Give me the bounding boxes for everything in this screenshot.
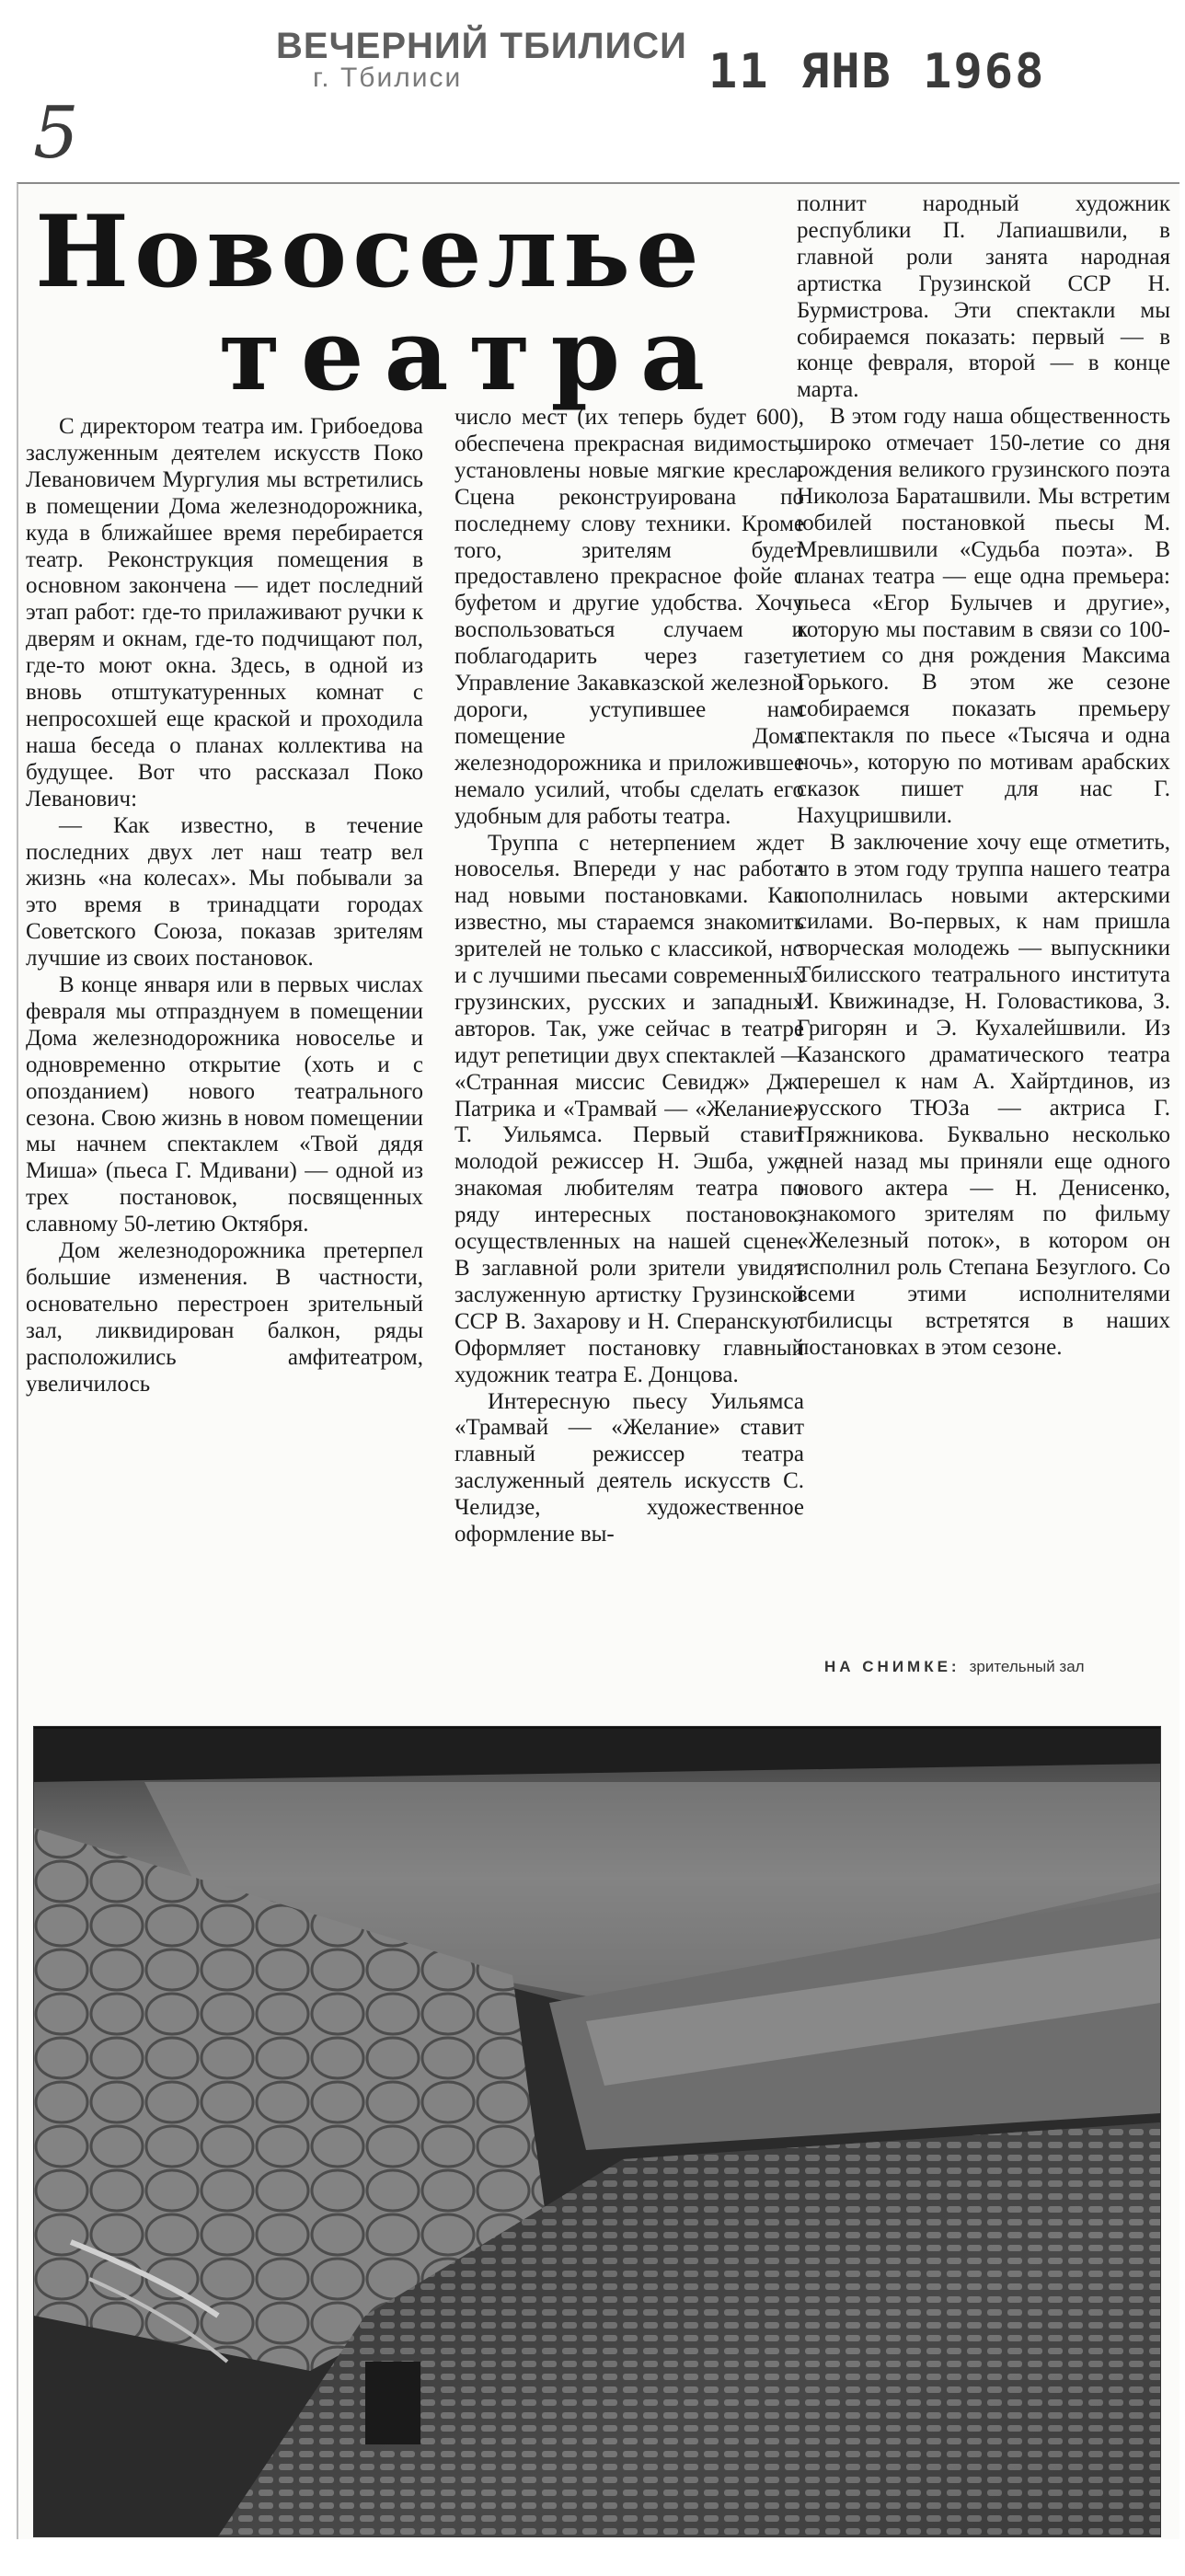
title-line-1: Новоселье (35, 194, 705, 310)
date-stamp: 11 ЯНВ 1968 (708, 44, 1046, 99)
newspaper-name-stamp: ВЕЧЕРНИЙ ТБИЛИСИ (276, 26, 687, 66)
caption-text: зрительный зал (969, 1658, 1085, 1675)
article-title (35, 194, 726, 414)
column-2-paragraph: Интересную пьесу Уильямса «Трамвай — «Желание» ставит главный режиссер театра заслуженный деятель искусств С. Челидзе, художественное оформление вы- (454, 1388, 804, 1547)
column-1-paragraph: С директором театра им. Грибоедова заслуженным деятелем искусств Поко Левановичем Мургулия мы встретились в помещении Дома железнодорожника, куда в ближайшее время перебирается театр. Реконструкция помещения в основном закончена — идет последний этап работ: где-то прилаживают ручки к дверям и окнам, где-то подчищают пол, где-то моют окна. Здесь, в одной из вновь отштукатуренных комнат с непросохшей еще краской и проходила наша беседа о планах коллектива на будущее. Вот что рассказал Поко Леванович: (26, 414, 423, 811)
column-1-paragraph: Дом железнодорожника претерпел большие изменения. В частности, основательно перестроен зрительный зал, ликвидирован балкон, ряды расположились амфитеатром, увеличилось (26, 1238, 423, 1397)
handwritten-number: 5 (33, 92, 79, 175)
article-column-1 (26, 414, 423, 1398)
photo-caption (824, 1656, 1174, 1678)
auditorium-photo (33, 1726, 1161, 2537)
column-3-paragraph: полнит народный художник республики П. Лапиашвили, в главной роли занята народная артистка Грузинской ССР Н. Бурмистрова. Эти спектакли мы собираемся показать: первый — в конце февраля, второй — в конце марта. (797, 191, 1170, 403)
auditorium-photo-drawing (34, 1727, 1160, 2536)
column-3-paragraph: В заключение хочу еще отметить, что в этом году труппа нашего театра пополнилась новыми актерскими силами. Во-первых, к нам пришла творческая молодежь — выпускники Тбилисского театрального института И. Квижинадзе, Н. Головастикова, З. Григорян и Э. Кухалейшвили. Из Казанского драматического театра перешел к нам А. Хайртдинов, из русского ТЮЗа — актриса Г. Пряжникова. Буквально несколько дней назад мы приняли еще одного нового актера — Н. Денисенко, знакомого зрителям по фильму «Железный поток», в котором он исполнил роль Степана Безуглого. Со всеми этими исполнителями тбилисцы встретятся в наших постановках в этом сезоне. (797, 829, 1170, 1360)
column-3-paragraph: В этом году наша общественность широко отмечает 150-летие со дня рождения великого грузинского поэта Николоза Бараташвили. Мы встретим юбилей постановкой пьесы М. Мревлишвили «Судьба поэта». В планах театра — еще одна премьера: пьеса «Егор Булычев и другие», которую мы поставим в связи со 100-летием со дня рождения Максима Горького. В этом же сезоне собираемся показать премьеру спектакля по пьесе «Тысяча и одна ночь», которую по мотивам арабских сказок пишет для нас Г. Нахуцришвили. (797, 404, 1170, 828)
caption-label: НА СНИМКЕ: (824, 1658, 961, 1675)
title-line-2: театра (219, 297, 726, 414)
column-2-paragraph: число мест (их теперь будет 600), обеспечена прекрасная видимость, установлены новые мягкие кресла. Сцена реконструирована по последнему слову техники. Кроме того, зрителям будет предоставлено прекрасное фойе с буфетом и другие удобства. Хочу воспользоваться случаем и поблагодарить через газету Управление Закавказской железной дороги, уступившее нам помещение Дома железнодорожника и приложившее немало усилий, чтобы сделать его удобным для работы театра. (454, 405, 804, 829)
column-1-paragraph: В конце января или в первых числах февраля мы отпразднуем в помещении Дома железнодорожника новоселье и одновременно открытие (хоть и с опозданием) нового театрального сезона. Свою жизнь в новом помещении мы начнем спектаклем «Твой дядя Миша» (пьеса Г. Мдивани) — одной из трех постановок, посвященных славному 50-летию Октября. (26, 972, 423, 1237)
article-column-2 (454, 405, 804, 1548)
column-1-paragraph: — Как известно, в течение последних двух лет наш театр вел жизнь «на колесах». Мы побывали за это время в тринадцати городах Советского Союза, показав зрителям лучшие из своих постановок. (26, 812, 423, 972)
city-stamp: г. Тбилиси (313, 63, 463, 93)
article-column-3 (797, 191, 1170, 1362)
column-2-paragraph: Труппа с нетерпением ждет новоселья. Впереди у нас работа над новыми постановками. Как известно, мы стараемся знакомить зрителей не только с классикой, но и с лучшими пьесами современных грузинских, русских и западных авторов. Так, уже сейчас в театре идут репетиции двух спектаклей — «Странная миссис Севидж» Дж. Патрика и «Трамвай — «Желание» Т. Уильямса. Первый ставит молодой режиссер Н. Эшба, уже знакомая любителям театра по ряду интересных постановок, осуществленных на нашей сцене. В заглавной роли зрители увидят заслуженную артистку Грузинской ССР В. Захарову и Н. Сперанскую. Оформляет постановку главный художник театра Е. Донцова. (454, 830, 804, 1387)
